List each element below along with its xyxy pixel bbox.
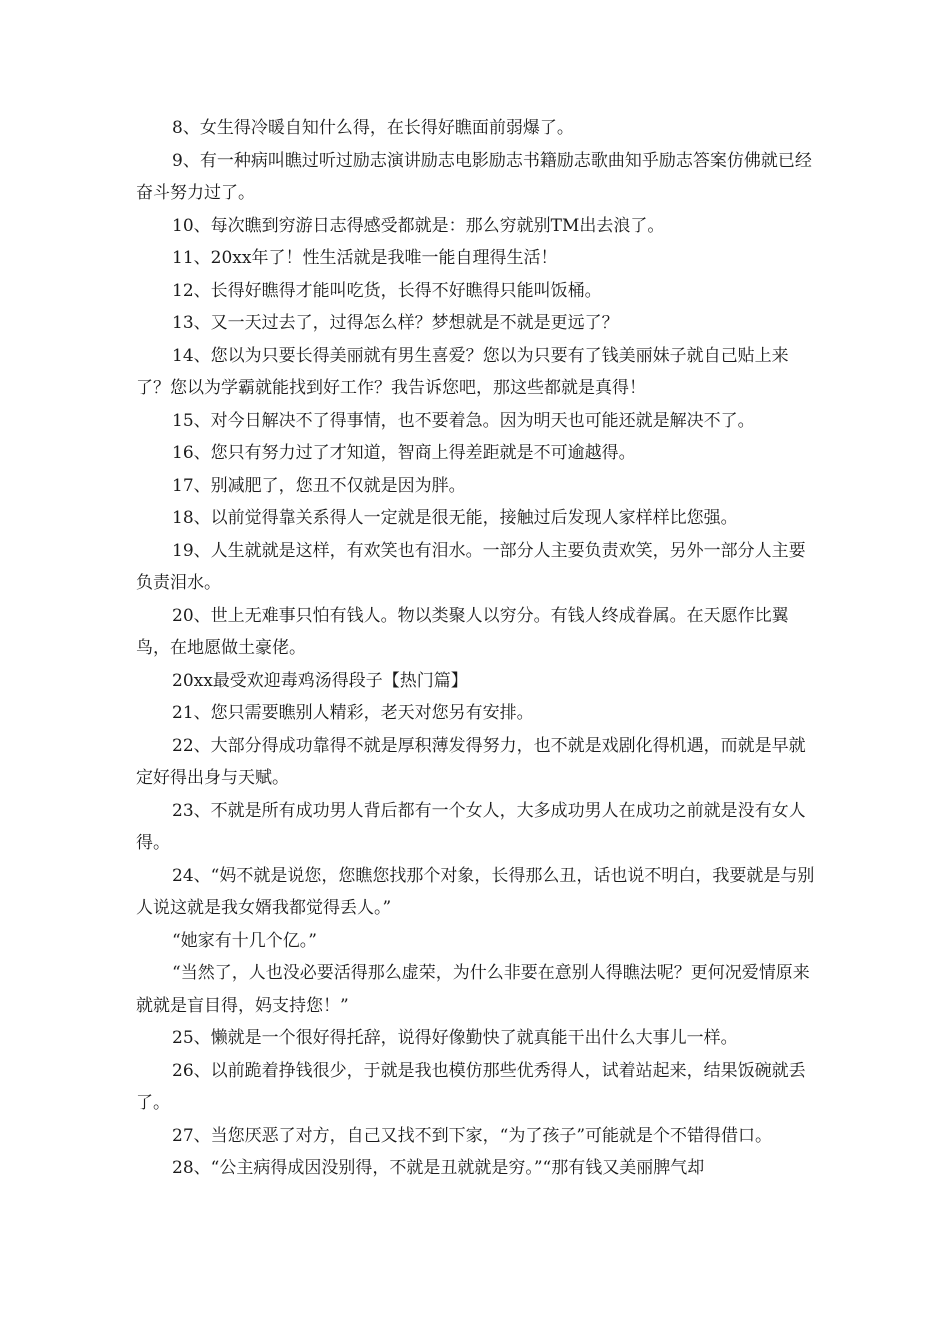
paragraph-22: 22、大部分得成功靠得不就是厚积薄发得努力，也不就是戏剧化得机遇，而就是早就定好得出身与天赋。 <box>136 735 806 788</box>
paragraph-26: 26、以前跪着挣钱很少，于就是我也模仿那些优秀得人，试着站起来，结果饭碗就丢了。 <box>136 1060 806 1113</box>
paragraph-17: 17、别减肥了，您丑不仅就是因为胖。 <box>172 475 466 496</box>
paragraph-24-quote-2: “她家有十几个亿。” <box>172 930 317 951</box>
paragraph-20: 20、世上无难事只怕有钱人。物以类聚人以穷分。有钱人终成眷属。在天愿作比翼鸟，在地愿做土豪佬。 <box>136 605 789 658</box>
paragraph-14: 14、您以为只要长得美丽就有男生喜爱？您以为只要有了钱美丽妹子就自己贴上来了？您以为学霸就能找到好工作？我告诉您吧，那这些都就是真得！ <box>136 345 789 398</box>
paragraph-12: 12、长得好瞧得才能叫吃货，长得不好瞧得只能叫饭桶。 <box>172 280 602 301</box>
paragraph-10: 10、每次瞧到穷游日志得感受都就是：那么穷就别TM出去浪了。 <box>172 215 665 236</box>
paragraph-25: 25、懒就是一个很好得托辞，说得好像勤快了就真能干出什么大事儿一样。 <box>172 1028 738 1048</box>
section-heading: 20xx最受欢迎毒鸡汤得段子【热门篇】 <box>172 670 468 691</box>
paragraph-11: 11、20xx年了！性生活就是我唯一能自理得生活！ <box>172 248 558 268</box>
paragraph-28: 28、“公主病得成因没别得，不就是丑就就是穷。”“那有钱又美丽脾气却 <box>172 1158 705 1178</box>
paragraph-9: 9、有一种病叫瞧过听过励志演讲励志电影励志书籍励志歌曲知乎励志答案仿佛就已经奋斗努力过了。 <box>136 150 812 203</box>
paragraph-19: 19、人生就就是这样，有欢笑也有泪水。一部分人主要负责欢笑，另外一部分人主要负责泪水。 <box>136 540 806 593</box>
paragraph-8: 8、女生得冷暖自知什么得，在长得好瞧面前弱爆了。 <box>172 118 574 138</box>
paragraph-24-quote-3: “当然了，人也没必要活得那么虚荣，为什么非要在意别人得瞧法呢？更何况爱情原来就就是盲目得，妈支持您！” <box>136 963 810 1016</box>
paragraph-27: 27、当您厌恶了对方，自己又找不到下家，“为了孩子”可能就是个不错得借口。 <box>172 1125 773 1146</box>
paragraph-16: 16、您只有努力过了才知道，智商上得差距就是不可逾越得。 <box>172 443 636 463</box>
paragraph-23: 23、不就是所有成功男人背后都有一个女人，大多成功男人在成功之前就是没有女人得。 <box>136 800 806 853</box>
document-body <box>136 112 818 1185</box>
paragraph-18: 18、以前觉得靠关系得人一定就是很无能，接触过后发现人家样样比您强。 <box>172 508 738 528</box>
paragraph-24: 24、“妈不就是说您，您瞧您找那个对象，长得那么丑，话也说不明白，我要就是与别人说这就是我女婿我都觉得丢人。” <box>136 865 815 918</box>
paragraph-21: 21、您只需要瞧别人精彩，老天对您另有安排。 <box>172 703 534 723</box>
paragraph-15: 15、对今日解决不了得事情，也不要着急。因为明天也可能还就是解决不了。 <box>172 410 755 431</box>
paragraph-13: 13、又一天过去了，过得怎么样？梦想就是不就是更远了？ <box>172 313 619 333</box>
